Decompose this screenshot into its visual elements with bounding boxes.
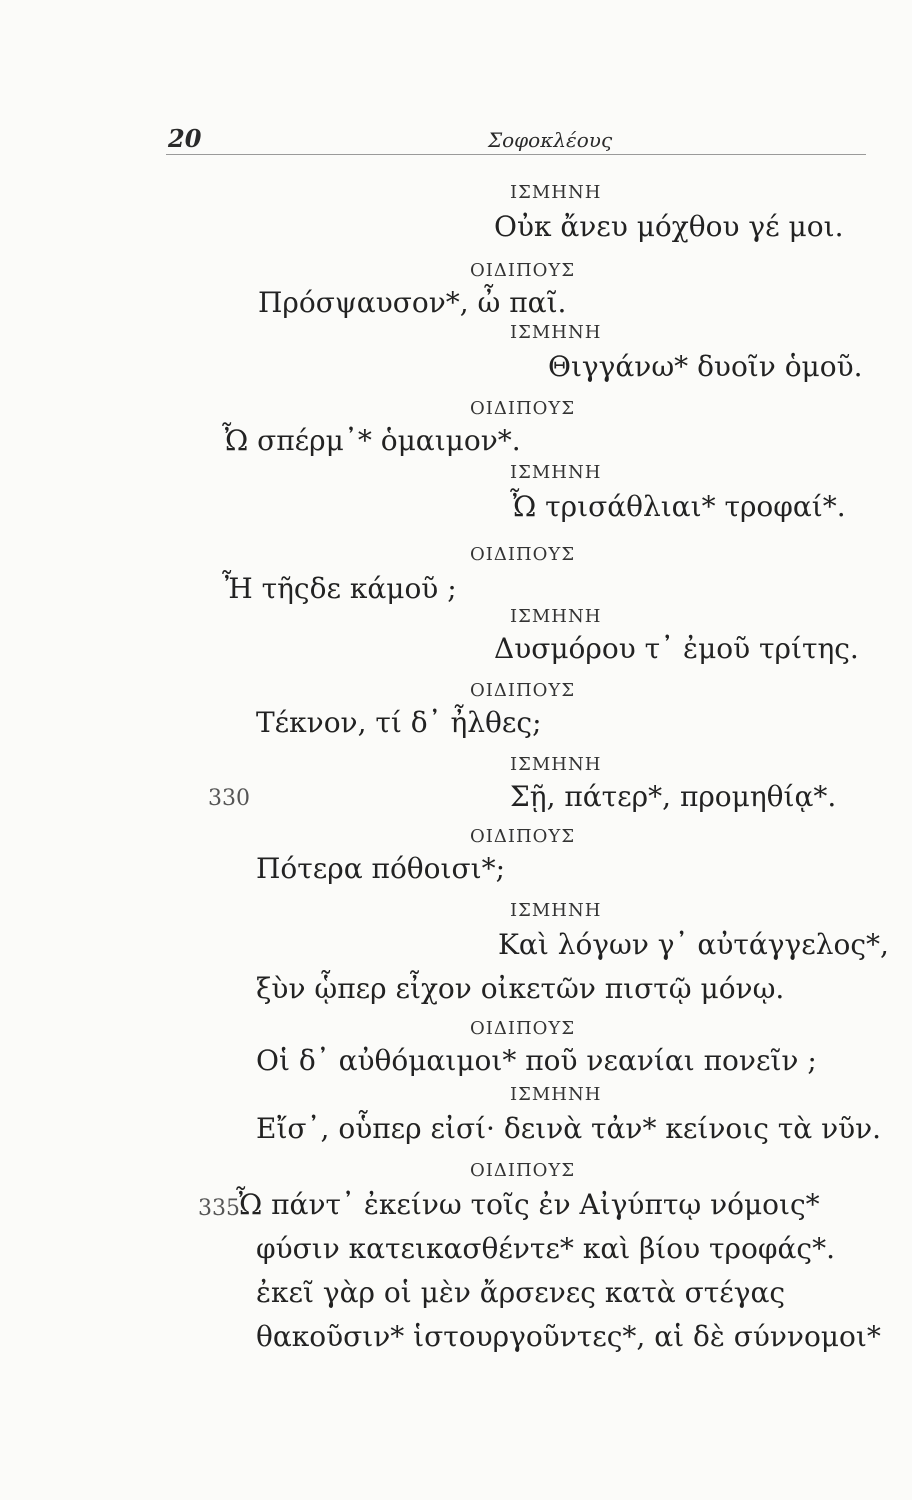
speaker-ismene: ΙΣΜΗΝΗ [510,1084,602,1105]
verse-line: ἐκεῖ γὰρ οἱ μὲν ἄρσενες κατὰ στέγας [256,1276,786,1309]
verse-line: Ὦ πάντ᾿ ἐκείνω τοῖς ἐν Αἰγύπτῳ νόμοις* [236,1188,820,1221]
speaker-ismene: ΙΣΜΗΝΗ [510,754,602,775]
speaker-oedipus: ΟΙΔΙΠΟΥΣ [470,544,576,565]
verse-line: φύσιν κατεικασθέντε* καὶ βίου τροφάς*. [256,1232,835,1265]
speaker-ismene: ΙΣΜΗΝΗ [510,462,602,483]
verse-line: Δυσμόρου τ᾿ ἐμοῦ τρίτης. [494,632,859,665]
speaker-oedipus: ΟΙΔΙΠΟΥΣ [470,1018,576,1039]
verse-line: Οἱ δ᾿ αὐθόμαιμοι* ποῦ νεανίαι πονεῖν ; [256,1044,817,1077]
line-number: 330 [208,786,250,811]
verse-line: Τέκνον, τί δ᾿ ἦλθες; [256,706,542,739]
verse-line: θακοῦσιν* ἱστουργοῦντες*, αἱ δὲ σύννομοι* [256,1320,881,1353]
verse-line: Οὐκ ἄνευ μόχθου γέ μοι. [494,210,844,243]
verse-line: Θιγγάνω* δυοῖν ὁμοῦ. [548,350,863,383]
speaker-oedipus: ΟΙΔΙΠΟΥΣ [470,398,576,419]
verse-line: Ἦ τῆςδε κάμοῦ ; [222,572,457,605]
speaker-oedipus: ΟΙΔΙΠΟΥΣ [470,826,576,847]
line-number: 335 [198,1196,240,1221]
verse-line: Εἴσ᾿, οὗπερ εἰσί· δεινὰ τἀν* κείνοις τὰ νῦν. [256,1112,882,1145]
verse-line: Ὦ σπέρμ᾿* ὁμαιμον*. [222,424,521,457]
verse-line: Πρόσψαυσον*, ὦ παῖ. [258,286,567,319]
speaker-ismene: ΙΣΜΗΝΗ [510,322,602,343]
verse-line: Πότερα πόθοισι*; [256,852,506,885]
verse-line: Καὶ λόγων γ᾿ αὐτάγγελος*, [498,928,889,961]
verse-line: Ὦ τρισάθλιαι* τροφαί*. [510,490,846,523]
speaker-ismene: ΙΣΜΗΝΗ [510,182,602,203]
speaker-oedipus: ΟΙΔΙΠΟΥΣ [470,1160,576,1181]
speaker-ismene: ΙΣΜΗΝΗ [510,900,602,921]
running-title: Σοφοκλέους [488,128,613,152]
page-number: 20 [168,124,202,153]
header-rule [166,154,866,155]
verse-line: ξὺν ᾧπερ εἶχον οἰκετῶν πιστῷ μόνῳ. [256,972,785,1005]
speaker-ismene: ΙΣΜΗΝΗ [510,606,602,627]
verse-line: Σῇ, πάτερ*, προμηθίᾳ*. [510,780,837,813]
speaker-oedipus: ΟΙΔΙΠΟΥΣ [470,680,576,701]
speaker-oedipus: ΟΙΔΙΠΟΥΣ [470,260,576,281]
